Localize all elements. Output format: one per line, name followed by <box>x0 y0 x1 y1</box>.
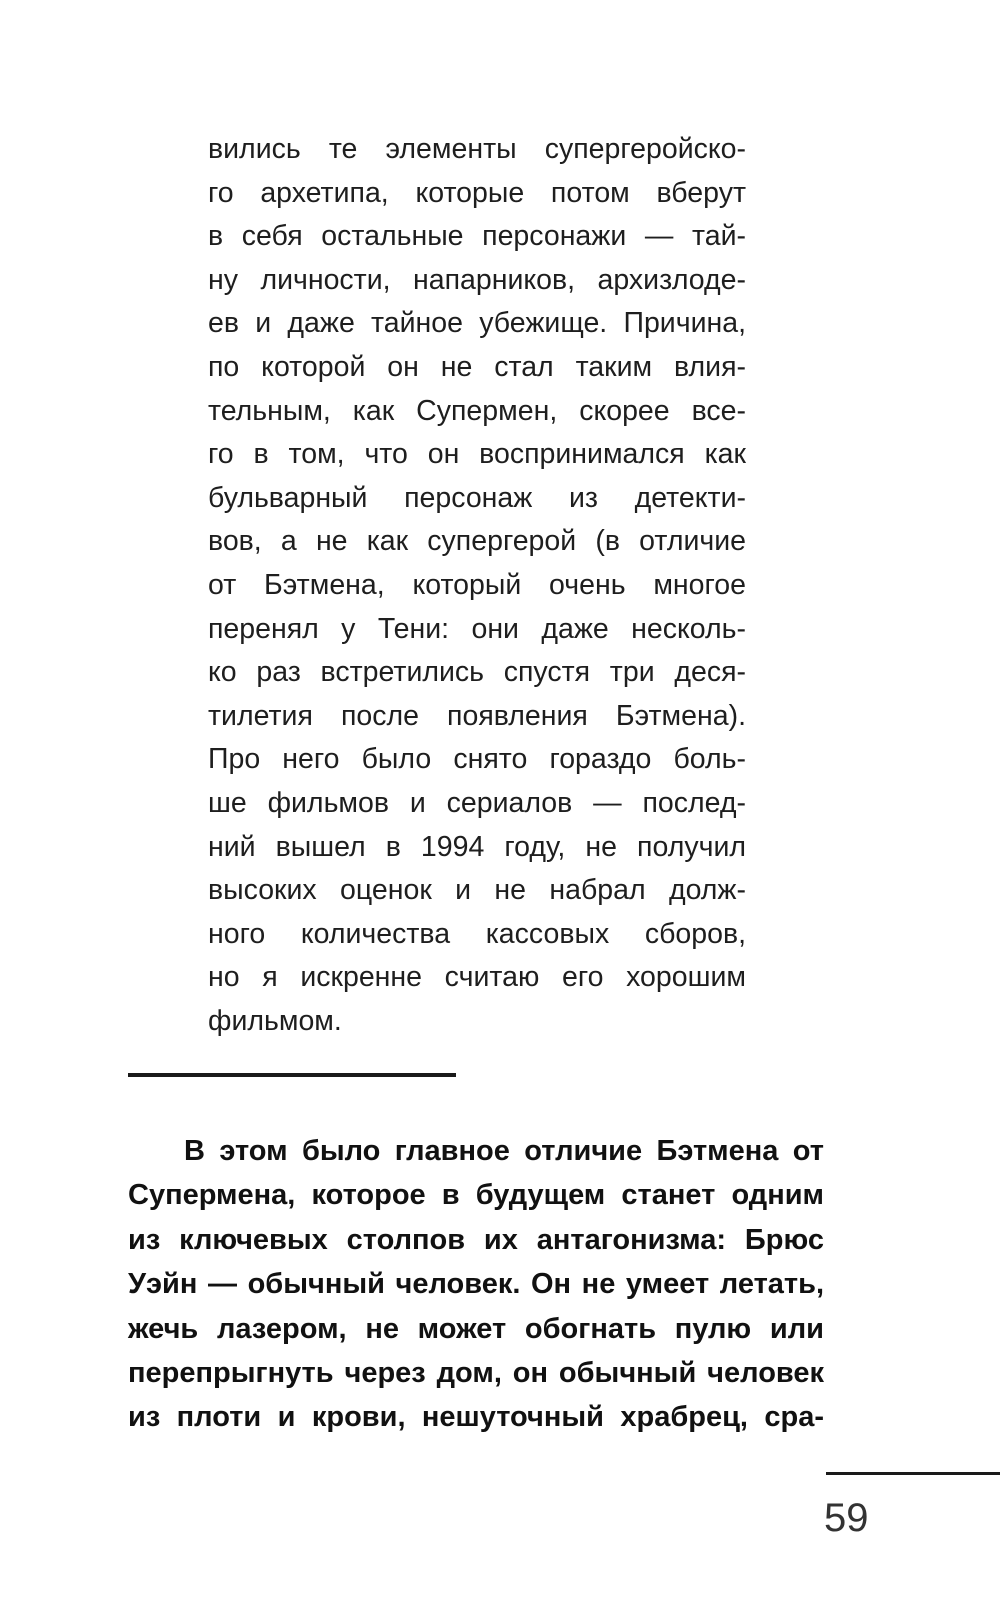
page-number: 59 <box>824 1496 869 1540</box>
sidebar-line: тельным, как Супермен, скорее все- <box>208 394 746 427</box>
footer-rule <box>826 1472 1000 1475</box>
sidebar-line: бульварный персонаж из детекти- <box>208 481 746 514</box>
sidebar-line: от Бэтмена, который очень многое <box>208 568 746 601</box>
sidebar-line: но я искренне считаю его хорошим <box>208 961 746 994</box>
main-line: Уэйн — обычный человек. Он не умеет летать, <box>128 1268 824 1301</box>
main-line: перепрыгнуть через дом, он обычный человек <box>128 1356 824 1389</box>
sidebar-line: вов, а не как супергерой (в отличие <box>208 525 746 558</box>
sidebar-line: в себя остальные персонажи — тай- <box>208 220 746 253</box>
sidebar-line: ев и даже тайное убежище. Причина, <box>208 307 746 340</box>
main-line: Супермена, которое в будущем станет одним <box>128 1179 824 1212</box>
main-line: В этом было главное отличие Бэтмена от <box>184 1135 824 1167</box>
main-line: жечь лазером, не может обогнать пулю или <box>128 1312 824 1345</box>
sidebar-line: ну личности, напарников, архизлоде- <box>208 263 746 296</box>
main-line: из ключевых столпов их антагонизма: Брюс <box>128 1223 824 1256</box>
sidebar-line: тилетия после появления Бэтмена). <box>208 699 746 732</box>
sidebar-line: ного количества кассовых сборов, <box>208 917 746 950</box>
sidebar-line: го в том, что он воспринимался как <box>208 438 746 471</box>
sidebar-line: вились те элементы супергеройско- <box>208 133 746 165</box>
sidebar-line: перенял у Тени: они даже несколь- <box>208 612 746 645</box>
sidebar-line: по которой он не стал таким влия- <box>208 350 746 383</box>
sidebar-line: Про него было снято гораздо боль- <box>208 743 746 776</box>
sidebar-line: ний вышел в 1994 году, не получил <box>208 830 746 863</box>
sidebar-line: фильмом. <box>208 1004 342 1037</box>
main-line: из плоти и крови, нешуточный храбрец, сра- <box>128 1401 824 1434</box>
section-divider <box>128 1073 456 1077</box>
sidebar-line: ко раз встретились спустя три деся- <box>208 656 746 689</box>
main-paragraph <box>128 1129 824 1440</box>
sidebar-line: ше фильмов и сериалов — послед- <box>208 786 746 819</box>
sidebar-line: го архетипа, которые потом вберут <box>208 176 746 209</box>
sidebar-line: высоких оценок и не набрал долж- <box>208 874 746 907</box>
sidebar-text-block <box>208 128 746 1043</box>
